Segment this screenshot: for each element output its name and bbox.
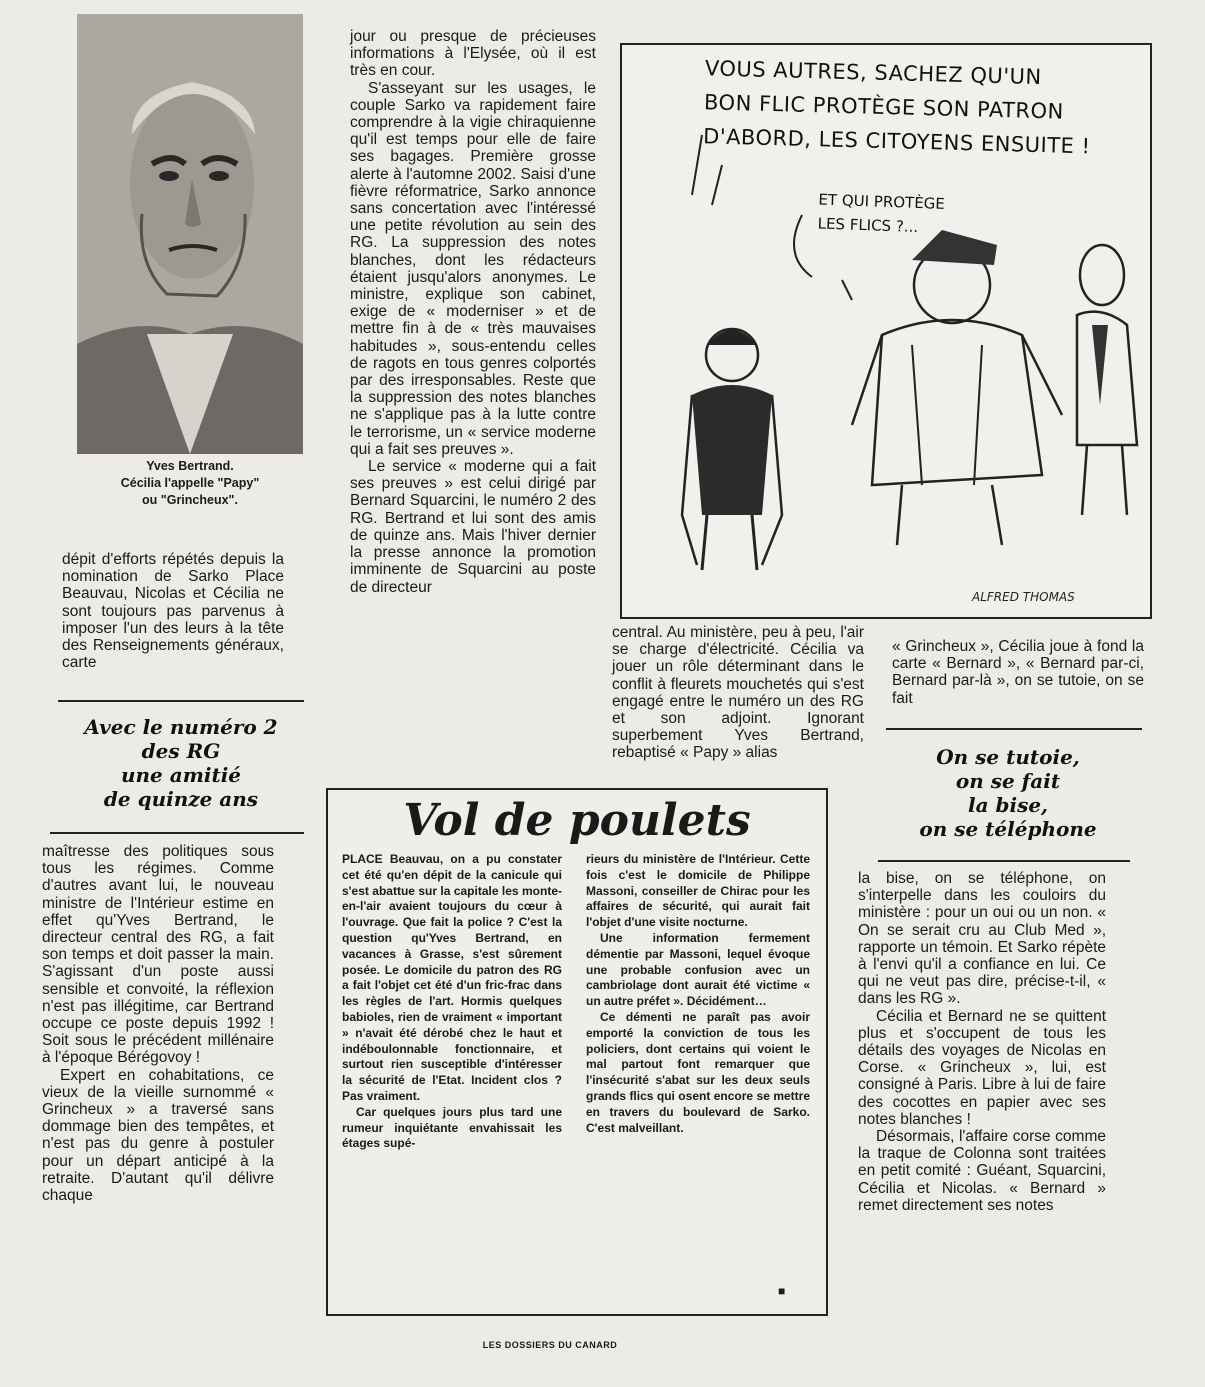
box-column-2	[586, 852, 810, 1136]
headline-right-line: On se tutoie,	[936, 745, 1080, 769]
headline-left-line: de quinze ans	[103, 787, 259, 811]
left-column-bottom	[42, 843, 274, 1204]
headline-right-line: la bise,	[967, 793, 1049, 817]
left-column-top	[62, 551, 284, 671]
caption-line-2: Cécilia l'appelle "Papy"	[120, 476, 260, 490]
box-title: Vol de poulets	[403, 795, 751, 846]
paragraph: Désormais, l'affaire corse comme la traque de Colonna sont traitées en petit comité : Guéant, Squarcini, Cécilia et Nicolas. « Bernard » remet directement ses notes	[858, 1128, 1106, 1214]
portrait-illustration	[77, 14, 303, 454]
speech-line: D'ABORD, LES CITOYENS ENSUITE !	[702, 124, 1091, 159]
sidebar-box	[326, 788, 828, 1316]
paragraph: « Grincheux », Cécilia joue à fond la carte « Bernard », « Bernard par-ci, Bernard par-là », on se tutoie, on se fait	[892, 638, 1144, 707]
speech-line: LES FLICS ?...	[817, 214, 919, 237]
paragraph: Expert en cohabitations, ce vieux de la vieille surnommé « Grincheux » a traversé sans dommage bien des tempêtes, et n'est pas du genre à postuler pour un départ anticipé à la retraite. D'autant qu'il délivre chaque	[42, 1066, 274, 1205]
middle-column-top	[350, 28, 596, 596]
headline-right	[880, 745, 1136, 841]
right-column-bottom	[858, 870, 1106, 1214]
portrait-photo	[77, 14, 303, 454]
left-rule-top	[58, 700, 304, 702]
right-column-top	[892, 638, 1144, 707]
paragraph: dépit d'efforts répétés depuis la nomination de Sarko Place Beauvau, Nicolas et Cécilia ne sont toujours pas parvenus à imposer l'un des leurs à la tête des Renseignements généraux, carte	[62, 551, 284, 672]
speech-bubble-main	[703, 51, 1146, 164]
right-rule-bottom	[878, 860, 1130, 862]
paragraph: la bise, on se téléphone, on s'interpelle dans les couloirs du ministère : pour un oui ou un non. « On se serait cru au Club Med », rapporte un témoin. Et Sarko répète à l'envi qu'il a confiance en lui. Ce qui ne veut pas dire, précise-t-il, « dans les RG ».	[858, 870, 1106, 1008]
center-column-middle	[612, 624, 864, 762]
paragraph: S'asseyant sur les usages, le couple Sarko va rapidement faire comprendre à la vigie chiraquienne qu'il est temps pour elle de faire ses bagages. Première grosse alerte à l'automne 2002. Saisi d'une fièvre réformatrice, Sarko annonce sans concertation avec l'intéressé une petite révolution au sein des RG. La suppression des notes blanches, dont les rédacteurs étaient jusqu'alors anonymes. Le ministre, explique son cabinet, exige de « moderniser » et de mettre fin à de « très mauvaises habitudes », sous-entendu celles de ragots en tous genres colportés par des irresponsables. Reste que la suppression des notes blanches ne s'applique pas à la lutte contre le terrorisme, un « service moderne qui a fait ses preuves ».	[350, 79, 596, 458]
headline-right-line: on se fait	[955, 769, 1061, 793]
paragraph: Le service « moderne qui a fait ses preuves » est celui dirigé par Bernard Squarcini, le numéro 2 des RG. Bertrand et lui sont des amis de quinze ans. Mais l'hiver dernier la presse annonce la promotion imminente de Squarcini au poste de directeur	[350, 458, 596, 596]
paragraph: PLACE Beauvau, on a pu constater cet été qu'en dépit de la canicule qui s'est abattue sur la capitale les monte-en-l'air avaient toujours du cœur à l'ouvrage. Que fait la police ? C'est la question qu'Yves Bertrand, en vacances à Grasse, s'est sûrement posée. Le domicile du patron des RG a fait l'objet cet été d'un fric-frac dans les règles de l'art. Hormis quelques babioles, rien de vraiment « important » n'avait été dérobé chez le haut et indéboulonnable fonctionnaire, et surtout rien susceptible d'intéresser la sécurité de l'Etat. Incident clos ? Pas vraiment.	[342, 852, 562, 1103]
cartoon-panel	[620, 43, 1152, 619]
paragraph: rieurs du ministère de l'Intérieur. Cette fois c'est le domicile de Philippe Massoni, conseiller de Chirac pour les affaires de sécurité, qui aurait fait l'objet d'une visite nocturne.	[586, 852, 810, 930]
speech-line: BON FLIC PROTÈGE SON PATRON	[703, 90, 1065, 124]
paragraph: central. Au ministère, peu à peu, l'air se charge d'électricité. Cécilia va jouer un rôle déterminant dans le conflit à fleurets mouchetés qui s'est engagé entre le numéro un des RG et son adjoint. Ignorant superbement Yves Bertrand, rebaptisé « Papy » alias	[612, 624, 864, 762]
paragraph: Car quelques jours plus tard une rumeur inquiétante envahissait les étages supé-	[342, 1104, 562, 1151]
speech-line: VOUS AUTRES, SACHEZ QU'UN	[704, 56, 1042, 90]
speech-bubble-reply	[817, 188, 1019, 243]
right-rule-top	[886, 728, 1142, 730]
cartoon-signature: ALFRED THOMAS	[972, 590, 1075, 604]
paragraph: jour ou presque de précieuses informations à l'Elysée, où il est très en cour.	[350, 28, 596, 80]
headline-left-line: une amitié	[120, 763, 242, 787]
headline-left-line: Avec le numéro 2	[84, 715, 278, 739]
end-mark: ■	[778, 1284, 786, 1298]
caption-name: Yves Bertrand.	[146, 459, 234, 473]
paragraph: Cécilia et Bernard ne se quittent plus et s'occupent de tous les détails des voyages de Nicolas en Corse. « Grincheux », lui, est consigné à Paris. Libre à lui de faire des cocottes en papier avec ses notes blanches !	[858, 1007, 1106, 1128]
box-column-1	[342, 852, 562, 1152]
paragraph: maîtresse des politiques sous tous les régimes. Comme d'autres avant lui, le nouveau ministre de l'Intérieur estime en effet qu'Yves Bertrand, le directeur central des RG, a fait son temps et doit passer la main. S'agissant d'un poste aussi sensible et convoité, la réflexion n'est pas illégitime, car Bertrand occupe ce poste depuis 1992 ! Soit sous le précédent millénaire à l'époque Bérégovoy !	[42, 843, 274, 1067]
page-footer: LES DOSSIERS DU CANARD	[482, 1340, 618, 1350]
speech-line: ET QUI PROTÈGE	[818, 190, 946, 213]
left-rule-bottom	[50, 832, 304, 834]
headline-left-line: des RG	[141, 739, 221, 763]
paragraph: Ce démenti ne paraît pas avoir emporté la conviction de tous les policiers, dont certains qui voient le mal partout font remarquer que l'insécurité s'abat sur les deux seuls grands flics qui osent encore se mettre en travers du boulevard de Sarko. C'est malveillant.	[586, 1009, 810, 1135]
paragraph: Une information fermement démentie par Massoni, lequel évoque une probable confusion avec un cambriolage dont aurait été victime « un autre préfet ». Décidément…	[586, 930, 810, 1009]
headline-left	[58, 715, 304, 811]
photo-caption	[77, 458, 303, 509]
headline-right-line: on se téléphone	[919, 817, 1097, 841]
caption-line-3: ou "Grincheux".	[142, 493, 238, 507]
